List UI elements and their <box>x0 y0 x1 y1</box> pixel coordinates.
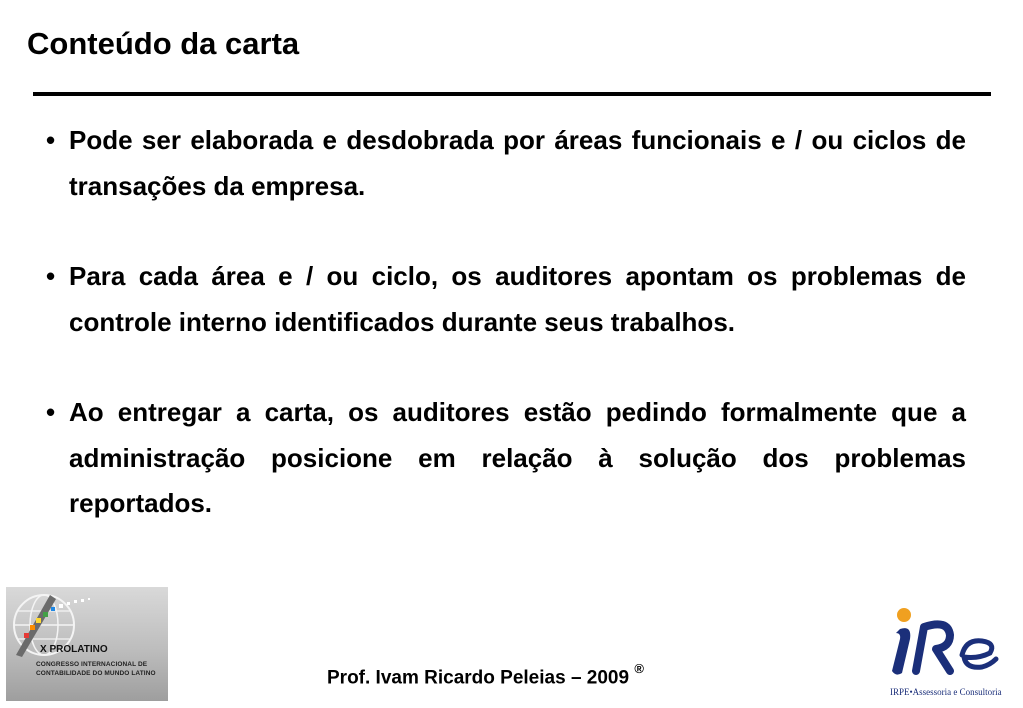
bullet-text: Pode ser elaborada e desdobrada por áreas funcionais e / ou ciclos de transações da empresa. <box>69 125 966 201</box>
bullet-marker: • <box>46 125 56 155</box>
footer-credit <box>327 661 644 689</box>
bullet-text: Ao entregar a carta, os auditores estão pedindo formalmente que a administração posicione em relação à solução dos problemas reportados. <box>69 397 966 518</box>
slide-title: Conteúdo da carta <box>27 26 300 61</box>
prolatino-logo <box>6 587 168 701</box>
bullet-marker: • <box>46 261 56 291</box>
bullet-item <box>46 254 966 345</box>
irpe-logo <box>886 605 1016 701</box>
bullet-list <box>46 118 966 527</box>
title-divider <box>33 92 991 96</box>
irpe-wordmark-icon <box>886 605 1016 685</box>
bullet-item <box>46 118 966 209</box>
registered-mark: ® <box>634 661 644 676</box>
footer-text: Prof. Ivam Ricardo Peleias – 2009 <box>327 667 630 689</box>
logo-title: X PROLATINO <box>40 644 108 655</box>
bullet-text: Para cada área e / ou ciclo, os auditores apontam os problemas de controle interno identificados durante seus trabalhos. <box>69 261 966 337</box>
logo-subtitle-2: CONTABILIDADE DO MUNDO LATINO <box>36 670 156 677</box>
irpe-caption: IRPE•Assessoria e Consultoria <box>890 687 1002 697</box>
bullet-marker: • <box>46 397 56 427</box>
logo-subtitle-1: CONGRESSO INTERNACIONAL DE <box>36 661 148 668</box>
bullet-item <box>46 390 966 527</box>
